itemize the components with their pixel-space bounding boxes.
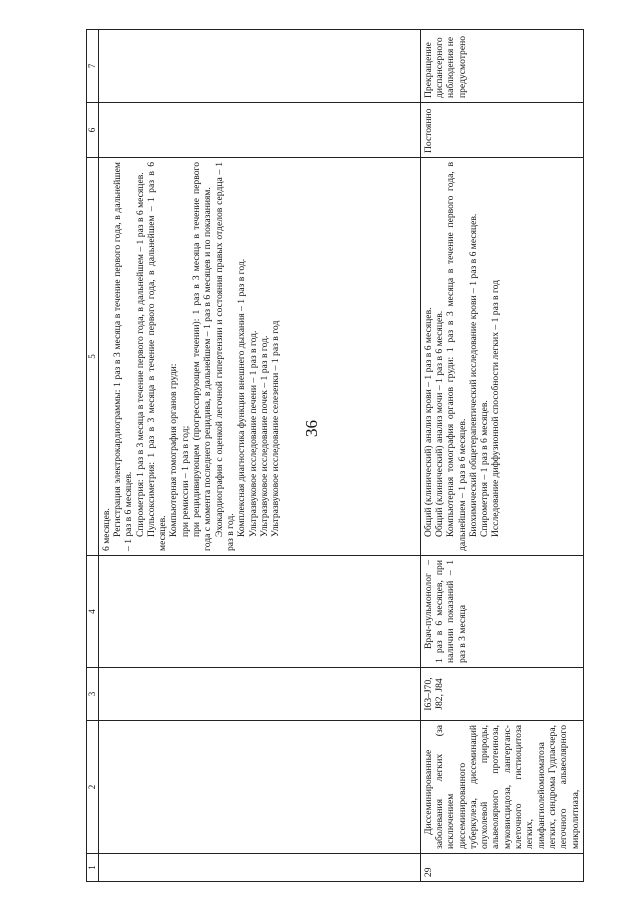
- empty-cell: [98, 668, 420, 721]
- exam-line: 6 месяцев.: [100, 508, 112, 551]
- exam-line: Пульсоксиметрия: 1 раз в 3 месяца в течение первого года, в дальнейшем – 1 раз в 6 месяцев.: [145, 162, 169, 551]
- exam-line: при рецидивирующем (прогрессирующем течении): 1 раз в 3 месяца в течение первого года с момента последнего рецидива, в дальнейшем – 1 раз в 6 месяцев и по показаниям.: [191, 162, 214, 551]
- examinations-cell: [420, 158, 583, 556]
- exam-line: Спирометрия: 1 раз в 3 месяца в течение первого года, в дальнейшем – 1 раз в 6 месяцев.: [134, 172, 146, 537]
- diagnosis-text: Диссеминированные заболевания легких (за исключением диссеминированного туберкулеза, диссеминаций опухолевой природы, альвеолярного протеиноза, муковисцидоза, лангерганс-клеточного гистиоцитоза легких, лимфангиолейомиоматоза легких, синдрома Гудпасчера, легочного альвеолярного микролитиаза,: [422, 725, 581, 849]
- header-cell: 4: [87, 556, 99, 668]
- specialist-text: Врач-пульмонолог – 1 раз в 6 месяцев, при наличии показаний – 1 раз в 3 месяца: [422, 560, 468, 663]
- icd-codes: I63–J70, J82, J84: [420, 668, 583, 721]
- continuation-row: [98, 30, 420, 882]
- dispensary-table: [86, 29, 584, 882]
- exam-line: Исследование диффузионной способности легких – 1 раз в год: [490, 279, 502, 537]
- examinations-cell: [98, 158, 420, 556]
- rotated-table-wrapper: [86, 30, 582, 882]
- header-cell: 6: [87, 103, 99, 158]
- exam-line: Компьютерная томография органов груди:: [168, 363, 180, 537]
- header-cell: 7: [87, 30, 99, 103]
- exam-line: Регистрация электрокардиограммы: 1 раз в 3 месяца в течение первого года, в дальнейшем – 1 раз в 6 месяцев.: [111, 162, 135, 551]
- row-29: [420, 30, 583, 882]
- diagnosis-cell: [420, 721, 583, 854]
- frequency-cell: Постоянно: [420, 103, 583, 158]
- empty-cell: [98, 721, 420, 854]
- exam-line: Общий (клинический) анализ крови – 1 раз в 6 месяцев.: [422, 307, 434, 537]
- exam-line: при ремиссии – 1 раз в год;: [179, 425, 191, 537]
- exam-line: Биохимический общетерапевтический исследование крови – 1 раз в 6 месяцев.: [467, 213, 479, 537]
- empty-cell: [98, 854, 420, 882]
- specialist-cell: [420, 556, 583, 668]
- header-row: [87, 30, 99, 882]
- exam-line: Ультразвуковое исследование печени – 1 раз в год.: [247, 330, 259, 537]
- page-number: 36: [302, 420, 321, 437]
- empty-cell: [98, 103, 420, 158]
- header-cell: 1: [87, 854, 99, 882]
- exam-line: Комплексная диагностика функции внешнего дыхания – 1 раз в год.: [236, 258, 248, 537]
- header-cell: 3: [87, 668, 99, 721]
- exam-line: Ультразвуковое исследование почек – 1 раз в год.: [258, 335, 270, 537]
- empty-cell: [98, 30, 420, 103]
- exam-line: Эхокардиография с оценкой легочной гипертензии и состояния правых отделов сердца – 1 раз в год.: [213, 162, 237, 551]
- header-cell: 2: [87, 721, 99, 854]
- exam-line: Компьютерная томография органов груди: 1 раз в 3 месяца в течение первого года, в дальнейшем – 1 раз в 6 месяцев.: [445, 162, 468, 551]
- header-cell: 5: [87, 158, 99, 556]
- termination-cell: Прекращение диспансерного наблюдения не предусмотрено: [420, 30, 583, 103]
- empty-cell: [98, 556, 420, 668]
- exam-line: Ультразвуковое исследование селезенки – 1 раз в год: [270, 320, 282, 537]
- exam-line: Общий (клинический) анализ мочи – 1 раз в 6 месяцев.: [433, 310, 445, 537]
- row-number: 29: [420, 854, 583, 882]
- exam-line: Спирометрия – 1 раз в 6 месяцев.: [479, 400, 491, 537]
